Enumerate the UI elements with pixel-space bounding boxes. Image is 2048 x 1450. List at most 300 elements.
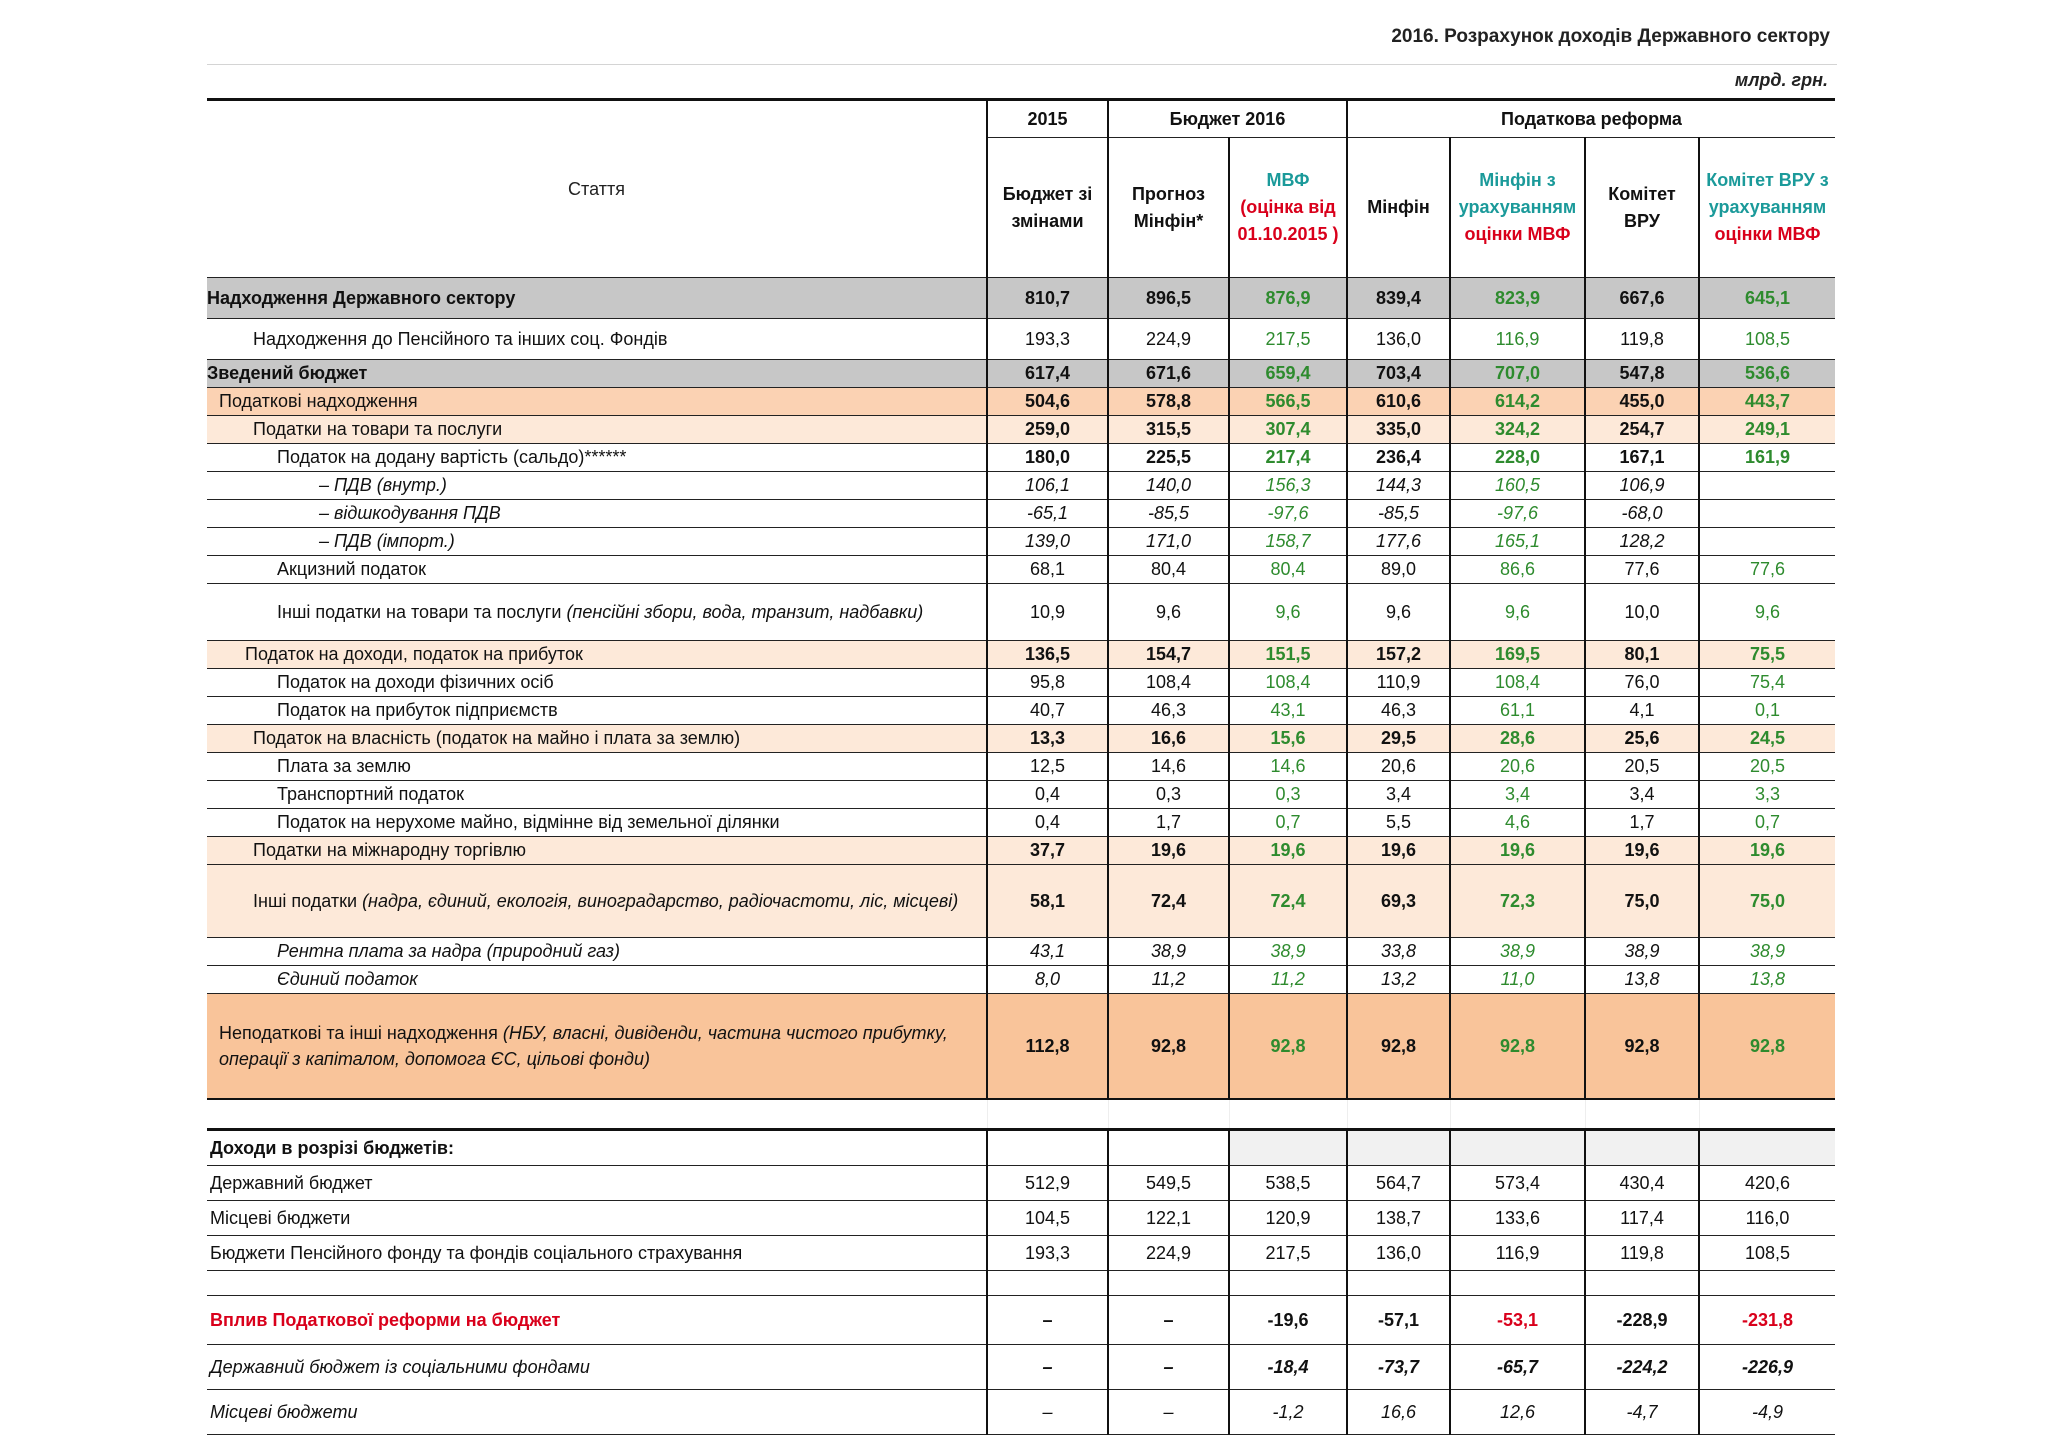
value-cell: 4,1 (1585, 697, 1699, 725)
spacer-cell (1347, 1099, 1450, 1130)
row-label (207, 781, 987, 809)
value-cell: 12,5 (987, 753, 1108, 781)
value-cell: 3,4 (1585, 781, 1699, 809)
table-row (207, 360, 1835, 388)
value-cell: 80,4 (1229, 556, 1347, 584)
budget-value-cell: 549,5 (1108, 1166, 1229, 1201)
value-cell: 896,5 (1108, 278, 1229, 319)
budget-row-label: Бюджети Пенсійного фонду та фондів соціального страхування (207, 1236, 987, 1271)
table-row (207, 865, 1835, 938)
row-label-main: Податок на додану вартість (сальдо)****** (277, 447, 627, 467)
value-cell: 217,4 (1229, 444, 1347, 472)
row-label-main: Єдиний податок (277, 969, 418, 989)
gap-cell (1699, 1271, 1835, 1296)
row-label (207, 837, 987, 865)
row-label (207, 584, 987, 641)
gap-cell (987, 1271, 1108, 1296)
value-cell: 13,8 (1699, 966, 1835, 994)
value-cell: 9,6 (1347, 584, 1450, 641)
vru-imf-title: Комітет ВРУ з урахуванням (1706, 170, 1829, 217)
value-cell: 92,8 (1699, 994, 1835, 1100)
value-cell: 315,5 (1108, 416, 1229, 444)
value-cell: 13,8 (1585, 966, 1699, 994)
value-cell: 136,0 (1347, 319, 1450, 360)
impact-sub-value: -4,7 (1585, 1390, 1699, 1435)
budget-value-cell: 138,7 (1347, 1201, 1450, 1236)
budget-value-cell: 133,6 (1450, 1201, 1585, 1236)
value-cell: 68,1 (987, 556, 1108, 584)
table-row (207, 753, 1835, 781)
budgets-header-cell (987, 1130, 1108, 1166)
value-cell: 75,5 (1699, 641, 1835, 669)
row-label-main: Плата за землю (277, 756, 411, 776)
budget-value-cell: 122,1 (1108, 1201, 1229, 1236)
table-row (207, 641, 1835, 669)
row-label (207, 416, 987, 444)
column-header-stattia: Стаття (207, 100, 987, 278)
budgets-header-cell (1347, 1130, 1450, 1166)
value-cell: 43,1 (1229, 697, 1347, 725)
value-cell: 75,0 (1699, 865, 1835, 938)
value-cell: 80,1 (1585, 641, 1699, 669)
value-cell: 578,8 (1108, 388, 1229, 416)
value-cell: 1,7 (1108, 809, 1229, 837)
row-label-main: Податок на прибуток підприємств (277, 700, 558, 720)
value-cell: 177,6 (1347, 528, 1450, 556)
table-row (207, 781, 1835, 809)
gap-cell (1108, 1271, 1229, 1296)
value-cell: 703,4 (1347, 360, 1450, 388)
budgets-header-cell (1699, 1130, 1835, 1166)
value-cell: 24,5 (1699, 725, 1835, 753)
table-row (207, 556, 1835, 584)
table-row (207, 725, 1835, 753)
value-cell: 16,6 (1108, 725, 1229, 753)
value-cell: 58,1 (987, 865, 1108, 938)
row-label (207, 319, 987, 360)
value-cell: 0,3 (1108, 781, 1229, 809)
impact-sub-value: -18,4 (1229, 1345, 1347, 1390)
value-cell: 72,4 (1229, 865, 1347, 938)
row-label (207, 725, 987, 753)
value-cell: 839,4 (1347, 278, 1450, 319)
document-title: 2016. Розрахунок доходів Державного сектору (1391, 26, 1830, 47)
value-cell: 11,0 (1450, 966, 1585, 994)
value-cell: 46,3 (1347, 697, 1450, 725)
impact-sub-value: 12,6 (1450, 1390, 1585, 1435)
value-cell: 823,9 (1450, 278, 1585, 319)
row-label (207, 388, 987, 416)
value-cell: 108,4 (1450, 669, 1585, 697)
gap-cell (1229, 1271, 1347, 1296)
value-cell: 11,2 (1229, 966, 1347, 994)
budget-value-cell: 120,9 (1229, 1201, 1347, 1236)
value-cell: 810,7 (987, 278, 1108, 319)
row-label-note: (НБУ, власні, дивіденди, частина чистого прибутку, операції з капіталом, допомога ЄС, цільові фонди) (219, 1023, 948, 1069)
value-cell: 92,8 (1347, 994, 1450, 1100)
budgets-header-cell (1108, 1130, 1229, 1166)
value-cell: 236,4 (1347, 444, 1450, 472)
value-cell: 160,5 (1450, 472, 1585, 500)
gap-cell (1347, 1271, 1450, 1296)
row-label (207, 641, 987, 669)
row-label-main: Надходження до Пенсійного та інших соц. Фондів (253, 328, 668, 349)
value-cell: 13,2 (1347, 966, 1450, 994)
budget-row (207, 1166, 1835, 1201)
budgets-header-cell (1450, 1130, 1585, 1166)
value-cell: 259,0 (987, 416, 1108, 444)
value-cell: 108,4 (1229, 669, 1347, 697)
value-cell: 77,6 (1585, 556, 1699, 584)
row-label (207, 809, 987, 837)
spacer-row (207, 1099, 1835, 1130)
value-cell: 161,9 (1699, 444, 1835, 472)
value-cell: 46,3 (1108, 697, 1229, 725)
budget-value-cell: 119,8 (1585, 1236, 1699, 1271)
value-cell: 110,9 (1347, 669, 1450, 697)
table-row (207, 528, 1835, 556)
value-cell: 43,1 (987, 938, 1108, 966)
row-label (207, 360, 987, 388)
value-cell: 20,6 (1450, 753, 1585, 781)
value-cell: 0,7 (1229, 809, 1347, 837)
budget-value-cell: 573,4 (1450, 1166, 1585, 1201)
spacer-cell (987, 1099, 1108, 1130)
value-cell: 13,3 (987, 725, 1108, 753)
budget-value-cell: 224,9 (1108, 1236, 1229, 1271)
impact-value-cell: -19,6 (1229, 1296, 1347, 1345)
row-label-main: Податок на доходи фізичних осіб (277, 672, 554, 692)
row-label-main: Податки на міжнародну торгівлю (253, 840, 527, 860)
value-cell: 5,5 (1347, 809, 1450, 837)
value-cell: 167,1 (1585, 444, 1699, 472)
value-cell: 217,5 (1229, 319, 1347, 360)
value-cell: 547,8 (1585, 360, 1699, 388)
impact-sub-value: -226,9 (1699, 1345, 1835, 1390)
value-cell: 335,0 (1347, 416, 1450, 444)
value-cell: 14,6 (1108, 753, 1229, 781)
budget-value-cell: 136,0 (1347, 1236, 1450, 1271)
value-cell: 254,7 (1585, 416, 1699, 444)
column-header-vru-committee: Комітет ВРУ (1585, 138, 1699, 278)
budget-row-label: Місцеві бюджети (207, 1201, 987, 1236)
row-label (207, 472, 987, 500)
value-cell: 28,6 (1450, 725, 1585, 753)
impact-sub-value: – (1108, 1390, 1229, 1435)
revenue-table (207, 98, 1835, 1435)
value-cell: 92,8 (1450, 994, 1585, 1100)
value-cell: 25,6 (1585, 725, 1699, 753)
value-cell: 645,1 (1699, 278, 1835, 319)
impact-sub-row (207, 1345, 1835, 1390)
row-label-main: – ПДВ (імпорт.) (319, 531, 455, 551)
value-cell: 20,6 (1347, 753, 1450, 781)
budget-value-cell: 538,5 (1229, 1166, 1347, 1201)
value-cell: 14,6 (1229, 753, 1347, 781)
row-label (207, 444, 987, 472)
value-cell: 140,0 (1108, 472, 1229, 500)
value-cell: 19,6 (1108, 837, 1229, 865)
value-cell: 0,4 (987, 809, 1108, 837)
value-cell: 19,6 (1450, 837, 1585, 865)
row-label (207, 528, 987, 556)
impact-title: Вплив Податкової реформи на бюджет (207, 1296, 987, 1345)
row-label-main: Інші податки (253, 891, 358, 911)
value-cell: 75,4 (1699, 669, 1835, 697)
row-label (207, 753, 987, 781)
value-cell: -97,6 (1229, 500, 1347, 528)
row-label (207, 697, 987, 725)
table-row (207, 697, 1835, 725)
value-cell: 9,6 (1450, 584, 1585, 641)
value-cell: 158,7 (1229, 528, 1347, 556)
impact-sub-value: 16,6 (1347, 1390, 1450, 1435)
value-cell: 19,6 (1699, 837, 1835, 865)
units-label: млрд. грн. (1734, 70, 1828, 90)
value-cell: 77,6 (1699, 556, 1835, 584)
value-cell: -97,6 (1450, 500, 1585, 528)
column-group-2015: 2015 (987, 100, 1108, 138)
value-cell: 19,6 (1347, 837, 1450, 865)
imf-note: (оцінка від 01.10.2015 ) (1237, 197, 1339, 244)
table-row (207, 809, 1835, 837)
impact-value-cell: – (1108, 1296, 1229, 1345)
row-label (207, 994, 987, 1100)
column-group-tax-reform: Податкова реформа (1347, 100, 1835, 138)
value-cell: 614,2 (1450, 388, 1585, 416)
row-label-main: Податок на нерухоме майно, відмінне від земельної ділянки (277, 812, 780, 832)
row-label-main: – відшкодування ПДВ (319, 503, 501, 523)
column-header-budget-amended: Бюджет зі змінами (987, 138, 1108, 278)
value-cell: 38,9 (1108, 938, 1229, 966)
value-cell: 92,8 (1229, 994, 1347, 1100)
row-label-main: Акцизний податок (277, 559, 426, 579)
value-cell: 95,8 (987, 669, 1108, 697)
value-cell: 9,6 (1229, 584, 1347, 641)
value-cell: 156,3 (1229, 472, 1347, 500)
column-header-vru-imf (1699, 138, 1835, 278)
row-label-main: Податок на доходи, податок на прибуток (245, 644, 583, 664)
budget-value-cell: 116,0 (1699, 1201, 1835, 1236)
table-row (207, 472, 1835, 500)
value-cell: 112,8 (987, 994, 1108, 1100)
value-cell: 617,4 (987, 360, 1108, 388)
value-cell: 136,5 (987, 641, 1108, 669)
value-cell: 3,4 (1450, 781, 1585, 809)
value-cell: 38,9 (1699, 938, 1835, 966)
gap-row (207, 1271, 1835, 1296)
row-label (207, 669, 987, 697)
table-row (207, 388, 1835, 416)
row-label (207, 278, 987, 319)
row-label (207, 865, 987, 938)
value-cell: 0,4 (987, 781, 1108, 809)
value-cell (1699, 472, 1835, 500)
impact-sub-row (207, 1390, 1835, 1435)
value-cell: 9,6 (1699, 584, 1835, 641)
row-label-main: Транспортний податок (277, 784, 465, 804)
value-cell: 610,6 (1347, 388, 1450, 416)
value-cell: 4,6 (1450, 809, 1585, 837)
column-header-minfin-imf (1450, 138, 1585, 278)
budget-value-cell: 117,4 (1585, 1201, 1699, 1236)
impact-sub-label: Місцеві бюджети (207, 1390, 987, 1435)
value-cell: -85,5 (1347, 500, 1450, 528)
budgets-header-cell (1229, 1130, 1347, 1166)
table-row (207, 416, 1835, 444)
value-cell: 455,0 (1585, 388, 1699, 416)
value-cell: 116,9 (1450, 319, 1585, 360)
impact-value-cell: -231,8 (1699, 1296, 1835, 1345)
impact-row (207, 1296, 1835, 1345)
budget-row (207, 1201, 1835, 1236)
row-label-main: Надходження Державного сектору (207, 287, 516, 308)
row-label-note: (надра, єдиний, екологія, виноградарство, радіочастоти, ліс, місцеві) (362, 891, 959, 911)
value-cell: 443,7 (1699, 388, 1835, 416)
value-cell: 69,3 (1347, 865, 1450, 938)
impact-sub-value: – (987, 1390, 1108, 1435)
value-cell: 72,4 (1108, 865, 1229, 938)
value-cell: 667,6 (1585, 278, 1699, 319)
impact-value-cell: -228,9 (1585, 1296, 1699, 1345)
value-cell: 169,5 (1450, 641, 1585, 669)
value-cell: 228,0 (1450, 444, 1585, 472)
spacer-cell (1229, 1099, 1347, 1130)
table-row (207, 500, 1835, 528)
column-header-imf (1229, 138, 1347, 278)
row-label (207, 500, 987, 528)
row-label-note: (пенсійні збори, вода, транзит, надбавки) (566, 602, 924, 622)
value-cell: 165,1 (1450, 528, 1585, 556)
value-cell: 3,3 (1699, 781, 1835, 809)
value-cell: 38,9 (1229, 938, 1347, 966)
value-cell: 119,8 (1585, 319, 1699, 360)
row-label-main: – ПДВ (внутр.) (319, 475, 447, 495)
table-row (207, 278, 1835, 319)
value-cell: 38,9 (1450, 938, 1585, 966)
value-cell: 80,4 (1108, 556, 1229, 584)
impact-value-cell: -57,1 (1347, 1296, 1450, 1345)
budget-row (207, 1236, 1835, 1271)
budget-value-cell: 512,9 (987, 1166, 1108, 1201)
table-row (207, 938, 1835, 966)
row-label-main: Податок на власність (податок на майно і плата за землю) (253, 728, 741, 748)
budgets-header-row (207, 1130, 1835, 1166)
value-cell: 224,9 (1108, 319, 1229, 360)
value-cell: 37,7 (987, 837, 1108, 865)
value-cell: 9,6 (1108, 584, 1229, 641)
value-cell: 106,9 (1585, 472, 1699, 500)
value-cell: 128,2 (1585, 528, 1699, 556)
row-label-main: Рентна плата за надра (природний газ) (277, 941, 621, 961)
value-cell: 15,6 (1229, 725, 1347, 753)
value-cell: 144,3 (1347, 472, 1450, 500)
budget-row-label: Державний бюджет (207, 1166, 987, 1201)
table-row (207, 669, 1835, 697)
value-cell: 29,5 (1347, 725, 1450, 753)
header-group-row (207, 100, 1835, 138)
value-cell: -85,5 (1108, 500, 1229, 528)
impact-sub-value: – (987, 1345, 1108, 1390)
value-cell: 307,4 (1229, 416, 1347, 444)
gap-cell (207, 1271, 987, 1296)
row-label-main: Неподаткові та інші надходження (219, 1023, 498, 1043)
imf-title: МВФ (1266, 170, 1310, 190)
value-cell: 89,0 (1347, 556, 1450, 584)
value-cell: 151,5 (1229, 641, 1347, 669)
budget-value-cell: 564,7 (1347, 1166, 1450, 1201)
gap-cell (1585, 1271, 1699, 1296)
value-cell (1699, 528, 1835, 556)
value-cell: 33,8 (1347, 938, 1450, 966)
value-cell: 106,1 (987, 472, 1108, 500)
value-cell: 61,1 (1450, 697, 1585, 725)
impact-sub-value: – (1108, 1345, 1229, 1390)
table-row (207, 966, 1835, 994)
value-cell: 154,7 (1108, 641, 1229, 669)
value-cell: 19,6 (1585, 837, 1699, 865)
budget-value-cell: 420,6 (1699, 1166, 1835, 1201)
column-header-minfin-forecast: Прогноз Мінфін* (1108, 138, 1229, 278)
value-cell: 566,5 (1229, 388, 1347, 416)
table-row (207, 444, 1835, 472)
value-cell: 108,5 (1699, 319, 1835, 360)
impact-value-cell: – (987, 1296, 1108, 1345)
value-cell: 40,7 (987, 697, 1108, 725)
budget-value-cell: 193,3 (987, 1236, 1108, 1271)
budgets-section-title: Доходи в розрізі бюджетів: (207, 1130, 987, 1166)
value-cell: 10,9 (987, 584, 1108, 641)
value-cell: 876,9 (1229, 278, 1347, 319)
spacer-cell (1108, 1099, 1229, 1130)
budgets-header-cell (1585, 1130, 1699, 1166)
value-cell: 20,5 (1699, 753, 1835, 781)
budget-value-cell: 108,5 (1699, 1236, 1835, 1271)
gap-cell (1450, 1271, 1585, 1296)
value-cell: 139,0 (987, 528, 1108, 556)
value-cell: 193,3 (987, 319, 1108, 360)
value-cell: 171,0 (1108, 528, 1229, 556)
impact-sub-label: Державний бюджет із соціальними фондами (207, 1345, 987, 1390)
budget-value-cell: 116,9 (1450, 1236, 1585, 1271)
impact-sub-value: -1,2 (1229, 1390, 1347, 1435)
value-cell: 8,0 (987, 966, 1108, 994)
value-cell (1699, 500, 1835, 528)
row-label (207, 938, 987, 966)
value-cell: 324,2 (1450, 416, 1585, 444)
value-cell: 3,4 (1347, 781, 1450, 809)
value-cell: 0,3 (1229, 781, 1347, 809)
value-cell: 92,8 (1108, 994, 1229, 1100)
value-cell: 1,7 (1585, 809, 1699, 837)
value-cell: 75,0 (1585, 865, 1699, 938)
value-cell: 0,1 (1699, 697, 1835, 725)
table-row (207, 837, 1835, 865)
vru-imf-note: оцінки МВФ (1714, 224, 1821, 244)
row-label-main: Зведений бюджет (207, 363, 368, 383)
row-label-main: Податки на товари та послуги (253, 419, 503, 439)
budget-value-cell: 430,4 (1585, 1166, 1699, 1201)
value-cell: 180,0 (987, 444, 1108, 472)
value-cell: 157,2 (1347, 641, 1450, 669)
value-cell: 108,4 (1108, 669, 1229, 697)
column-header-minfin: Мінфін (1347, 138, 1450, 278)
row-label (207, 556, 987, 584)
value-cell: 249,1 (1699, 416, 1835, 444)
spacer-cell (1450, 1099, 1585, 1130)
value-cell: 20,5 (1585, 753, 1699, 781)
title-rule (207, 64, 1837, 65)
